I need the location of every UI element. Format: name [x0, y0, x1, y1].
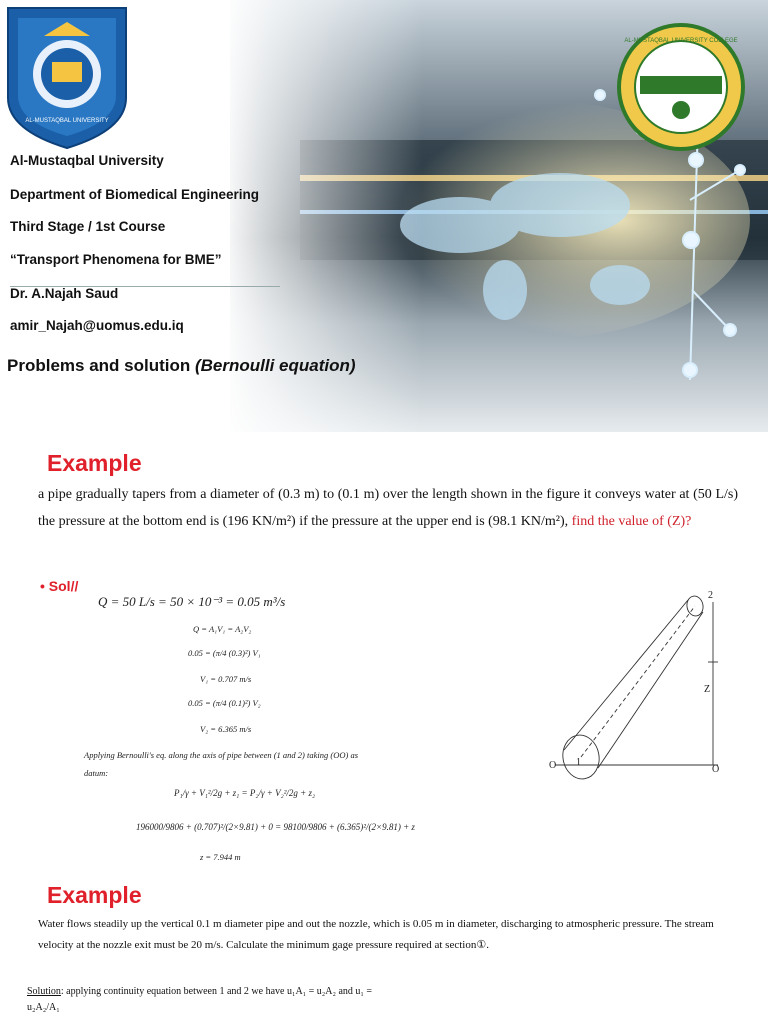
continuity-equation: Q = A₁V₁ = A₂V₂	[193, 624, 252, 634]
page-title: Problems and solution (Bernoulli equation)	[7, 356, 356, 375]
z-result: z = 7.944 m	[200, 852, 241, 862]
logo-text: AL-MUSTAQBAL UNIVERSITY	[25, 118, 109, 124]
example-2-problem: Water flows steadily up the vertical 0.1 m diameter pipe and out the nozzle, which is 0.05 m in diameter, discharging to atmospheric pressure. The stream velocity at the nozzle exit must be 20 m/s. Calculate the minimum gage pressure required at section①.	[38, 918, 714, 951]
area-equation-2: 0.05 = (π/4 (0.1)²) V₂	[188, 698, 261, 708]
label-o-left: O	[549, 760, 557, 771]
course-title: “Transport Phenomena for BME”	[10, 252, 222, 267]
label-o-right: O	[712, 764, 720, 775]
college-seal	[616, 22, 746, 152]
hero-banner	[0, 0, 768, 432]
example-1-problem: a pipe gradually tapers from a diameter of (0.3 m) to (0.1 m) over the length shown in the figure it conveys water at (50 L/s) the pressure at the bottom end is (196 KN/m²) if the pressure at the upper end is (98.1 KN/m²), find the value of (Z)?	[38, 487, 738, 529]
instructor-name: Dr. A.Najah Saud	[10, 286, 119, 301]
label-z: Z	[704, 684, 711, 695]
example-2-solution: Solution: applying continuity equation between 1 and 2 we have u₁A₁ = u₂A₂ and u₁ = u₂A₂/A₁	[27, 986, 373, 1013]
university-logo	[4, 2, 130, 150]
velocity-1-result: V₁ = 0.707 m/s	[200, 674, 252, 684]
flow-rate-equation: Q = 50 L/s = 50 × 10⁻³ = 0.05 m³/s	[98, 594, 286, 609]
tapered-pipe-diagram	[540, 582, 760, 782]
example-heading-1: Example	[47, 450, 142, 476]
bernoulli-equation: P₁/γ + V₁²/2g + z₁ = P₂/γ + V₂²/2g + z₂	[174, 788, 316, 798]
area-equation-1: 0.05 = (π/4 (0.3)²) V₁	[188, 648, 261, 658]
university-name: Al-Mustaqbal University	[10, 153, 164, 168]
velocity-2-result: V₂ = 6.365 m/s	[200, 724, 252, 734]
example-heading-2: Example	[47, 882, 142, 908]
seal-text: AL-MUSTAQBAL UNIVERSITY COLLEGE	[624, 38, 738, 44]
solution-label: • Sol//	[40, 578, 79, 594]
instructor-email: amir_Najah@uomus.edu.iq	[10, 318, 184, 333]
stage-label: Third Stage / 1st Course	[10, 219, 166, 234]
label-2: 2	[708, 590, 713, 601]
label-1: 1	[576, 757, 581, 768]
department-name: Department of Biomedical Engineering	[10, 187, 260, 202]
substituted-equation: 196000/9806 + (0.707)²/(2×9.81) + 0 = 98100/9806 + (6.365)²/(2×9.81) + z	[136, 822, 415, 832]
bernoulli-note: Applying Bernoulli's eq. along the axis of pipe between (1 and 2) taking (OO) as datum:	[84, 750, 359, 778]
